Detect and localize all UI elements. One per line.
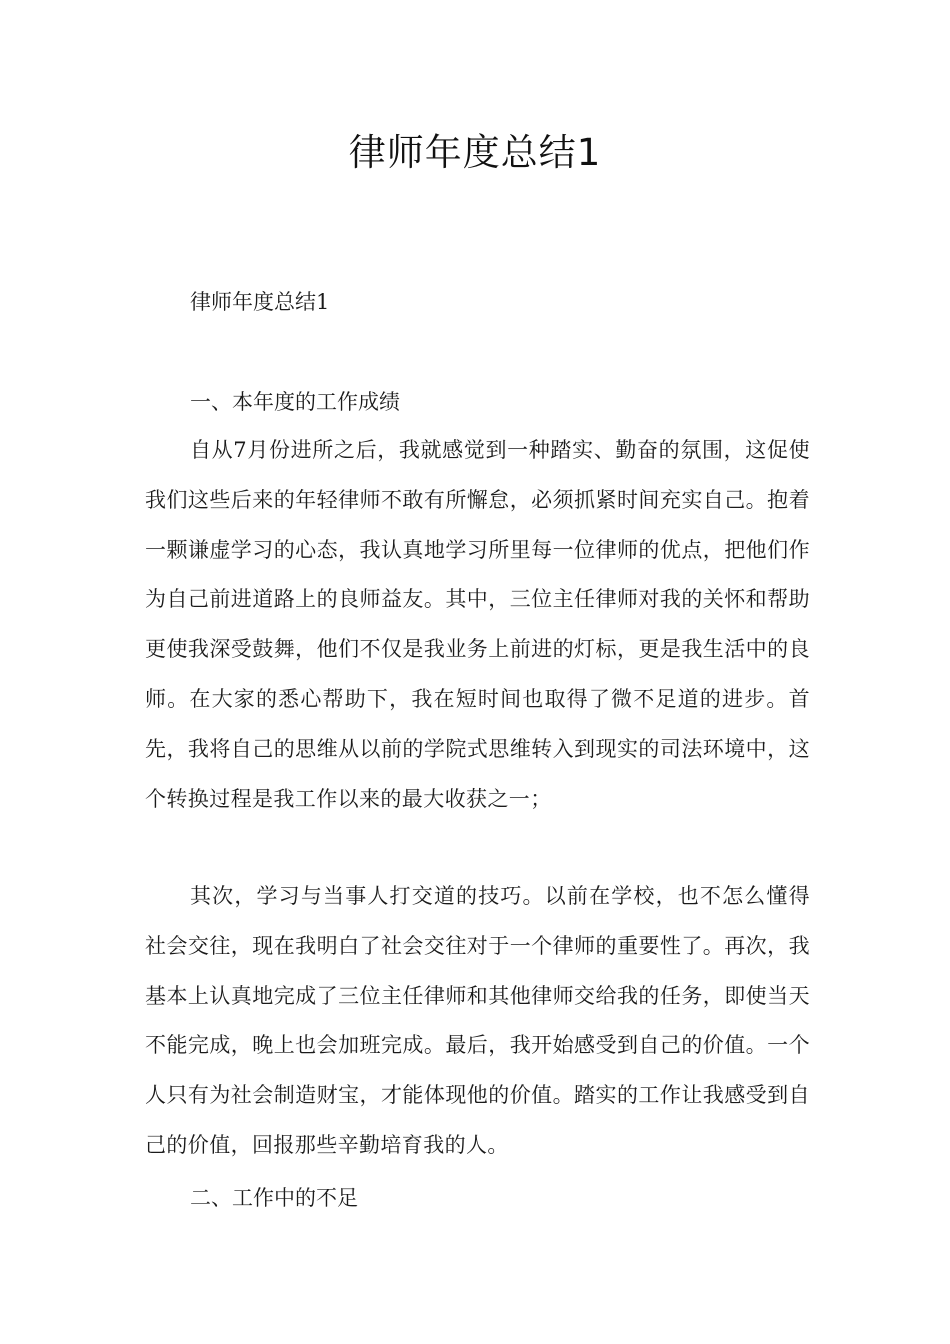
document-subtitle: 律师年度总结1 (190, 290, 330, 314)
document-title: 律师年度总结1 (348, 131, 602, 174)
section-heading-shortcomings: 二、工作中的不足 (190, 1186, 358, 1210)
paragraph-achievements-1: 自从7月份进所之后，我就感觉到一种踏实、勤奋的氛围，这促使我们这些后来的年轻律师不敢有所懈怠，必须抓紧时间充实自己。抱着一颗谦虚学习的心态，我认真地学习所里每一位律师的优点，把他们作为自己前进道路上的良师益友。其中，三位主任律师对我的关怀和帮助更使我深受鼓舞，他们不仅是我业务上前进的灯标，更是我生活中的良师。在大家的悉心帮助下，我在短时间也取得了微不足道的进步。首先，我将自己的思维从以前的学院式思维转入到现实的司法环境中，这个转换过程是我工作以来的最大收获之一； (145, 438, 810, 811)
paragraph-achievements-2: 其次，学习与当事人打交道的技巧。以前在学校，也不怎么懂得社会交往，现在我明白了社会交往对于一个律师的重要性了。再次，我基本上认真地完成了三位主任律师和其他律师交给我的任务，即使当天不能完成，晚上也会加班完成。最后，我开始感受到自己的价值。一个人只有为社会制造财宝，才能体现他的价值。踏实的工作让我感受到自己的价值，回报那些辛勤培育我的人。 (145, 884, 810, 1157)
section-heading-achievements: 一、本年度的工作成绩 (190, 390, 400, 414)
